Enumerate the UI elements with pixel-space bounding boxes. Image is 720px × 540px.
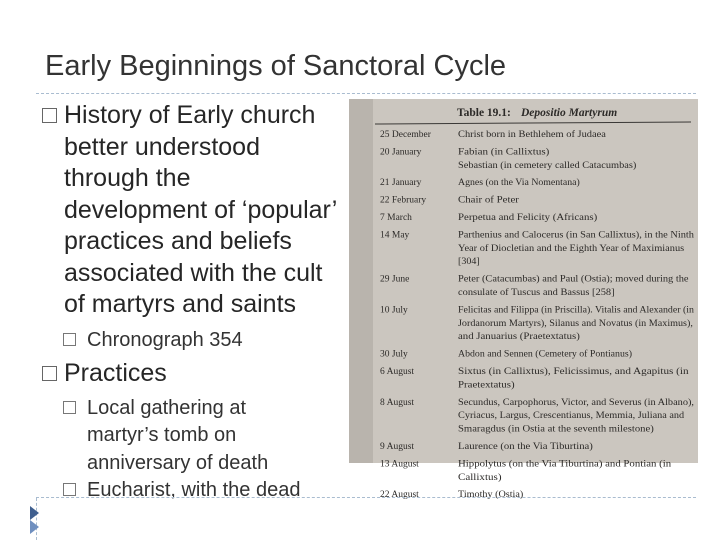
bullet-list bbox=[42, 100, 362, 505]
table-entry-cell: Perpetua and Felicity (Africans) bbox=[458, 213, 581, 223]
table-date-cell: 29 June bbox=[380, 274, 410, 285]
slide-title: Early Beginnings of Sanctoral Cycle bbox=[45, 50, 507, 82]
footer-divider bbox=[36, 497, 696, 498]
table-entry-cell: Jordanorum Martyrs), Silanus and Novatus (in Maximus), bbox=[458, 318, 679, 329]
bullet-line: martyr’s tomb on bbox=[87, 424, 237, 446]
bullet-box-icon bbox=[63, 401, 76, 414]
title-divider bbox=[36, 93, 696, 94]
table-entry-cell: Secundus, Carpophorus, Victor, and Severus (in Albano), bbox=[458, 397, 676, 408]
table-date-cell: 9 August bbox=[380, 442, 415, 452]
table-entry-cell: consulate of Tuscus and Bassus [258] bbox=[458, 288, 601, 298]
table-entry-cell: Timothy (Ostia) bbox=[458, 490, 520, 501]
bullet-box-icon bbox=[42, 108, 57, 123]
sub-bullet-local-gathering bbox=[63, 395, 362, 478]
table-entry-cell: Sebastian (in cemetery called Catacumbas) bbox=[458, 160, 622, 171]
bullet-line: Chronograph 354 bbox=[87, 328, 243, 351]
table-entry-cell: Peter (Catacumbas) and Paul (Ostia); moved during the bbox=[458, 274, 669, 285]
table-entry-cell: Felicitas and Filippa (in Priscilla). Vitalis and Alexander (in bbox=[458, 305, 685, 316]
bullet-practices bbox=[42, 358, 362, 390]
table-date-cell: 22 August bbox=[380, 490, 419, 501]
bullet-history bbox=[42, 100, 362, 321]
table-date-cell: 30 July bbox=[380, 349, 408, 360]
table-date-cell: 21 January bbox=[380, 178, 422, 189]
table-date-cell: 8 August bbox=[380, 397, 415, 408]
table-date-cell: 20 January bbox=[380, 147, 422, 158]
table-entry-cell: Chair of Peter bbox=[458, 195, 512, 206]
table-entry-cell: and Januarius (Praetextatus) bbox=[458, 332, 566, 343]
table-entry-cell: Agnes (on the Via Nomentana) bbox=[458, 178, 576, 189]
table-entry-cell: Praetextatus) bbox=[458, 380, 508, 391]
triangle-icon bbox=[30, 506, 39, 520]
sub-bullet-eucharist bbox=[63, 477, 362, 505]
table-date-cell: 6 August bbox=[380, 367, 415, 377]
bullet-box-icon bbox=[63, 483, 76, 496]
table-date-cell: 7 March bbox=[380, 213, 412, 223]
table-entry-cell: [304] bbox=[458, 257, 480, 268]
bullet-line: development of ‘popular’ bbox=[64, 195, 338, 224]
table-entry-cell: Cyriacus, Largus, Crescentianus, Memmia, Juliana and bbox=[458, 411, 685, 422]
table-entry-cell: Hippolytus (on the Via Tiburtina) and Pontian (in bbox=[458, 459, 646, 470]
bullet-line: anniversary of death bbox=[87, 451, 269, 474]
bullet-line: Local gathering at bbox=[87, 396, 247, 419]
table-entry-cell: Laurence (on the Via Tiburtina) bbox=[458, 442, 579, 452]
bullet-line: better understood bbox=[64, 132, 260, 161]
table-entry-cell: Year of Diocletian and the Eighth Year of Maximianus bbox=[458, 243, 666, 254]
table-date-cell: 13 August bbox=[380, 459, 419, 470]
table-entry-cell: Fabian (in Callixtus) bbox=[458, 147, 537, 158]
table-caption-title: Depositio Martyrum bbox=[521, 107, 618, 119]
table-entry-cell: Smaragdus (in Ostia at the seventh milestone) bbox=[458, 424, 633, 435]
table-caption-number: Table 19.1: bbox=[457, 107, 511, 119]
bullet-box-icon bbox=[63, 333, 76, 346]
bullet-line: Practices bbox=[64, 359, 167, 387]
table-entry-cell: Abdon and Sennen (Cemetery of Pontianus) bbox=[458, 349, 627, 360]
bullet-line: of martyrs and saints bbox=[64, 290, 297, 318]
table-date-cell: 25 December bbox=[380, 130, 431, 140]
table-date-cell: 14 May bbox=[380, 230, 410, 241]
triangle-icon bbox=[30, 520, 39, 534]
bullet-line: Eucharist, with the dead bbox=[87, 479, 301, 501]
table-entry-cell: Christ born in Bethlehem of Judaea bbox=[458, 130, 593, 140]
table-date-cell: 10 July bbox=[380, 305, 408, 316]
table-photo-svg bbox=[349, 99, 698, 501]
table-entry-cell: Sixtus (in Callixtus), Felicissimus, and Agapitus (in bbox=[458, 367, 655, 377]
bullet-line: History of Early church bbox=[64, 101, 316, 129]
bullet-box-icon bbox=[42, 366, 57, 381]
depositio-martyrum-table-image bbox=[349, 99, 698, 501]
table-date-cell: 22 February bbox=[380, 195, 427, 206]
table-entry-cell: Callixtus) bbox=[458, 472, 496, 483]
bullet-line: through the bbox=[64, 164, 191, 192]
sub-bullet-chronograph bbox=[63, 327, 362, 355]
bullet-line: practices and beliefs bbox=[64, 227, 292, 255]
bullet-line: associated with the cult bbox=[64, 258, 323, 287]
table-entry-cell: Parthenius and Calocerus (in San Callixtus), in the Ninth bbox=[458, 230, 675, 241]
